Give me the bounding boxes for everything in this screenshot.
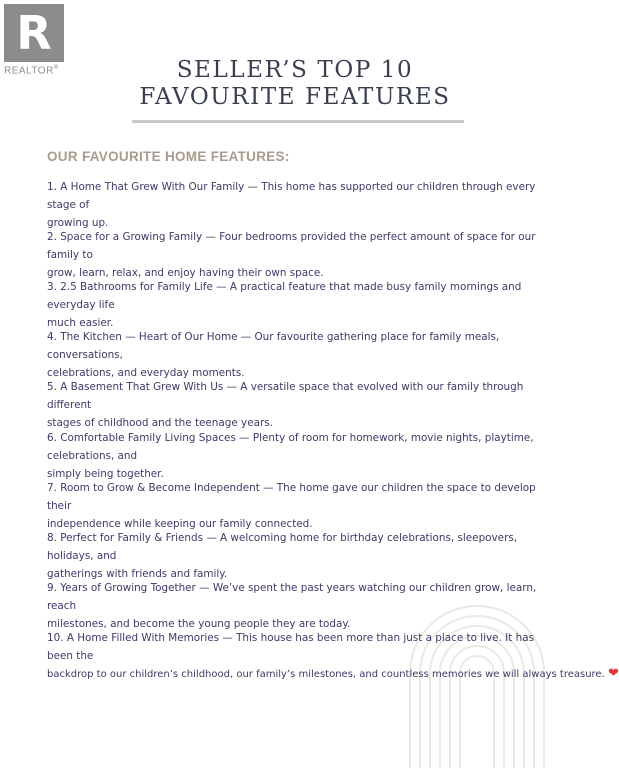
feature-line: celebrations, and everyday moments. xyxy=(47,367,245,379)
feature-line: much easier. xyxy=(47,317,114,329)
realtor-r-icon: R xyxy=(4,4,64,62)
feature-item-4 xyxy=(47,328,557,382)
feature-line: 4. The Kitchen — Heart of Our Home — Our favourite gathering place for family meals, conversations, xyxy=(47,331,500,361)
feature-line: 1. A Home That Grew With Our Family — This home has supported our children through every stage of xyxy=(47,181,536,211)
feature-line: backdrop to our children’s childhood, our family’s milestones, and countless memories we will always treasure. ❤ xyxy=(47,666,619,681)
feature-item-2 xyxy=(47,228,557,282)
title-divider xyxy=(132,120,464,123)
section-heading: OUR FAVOURITE HOME FEATURES: xyxy=(47,149,290,164)
feature-line: 7. Room to Grow & Become Independent — The home gave our children the space to develop their xyxy=(47,482,536,512)
feature-line: simply being together. xyxy=(47,468,164,480)
feature-item-3 xyxy=(47,278,557,332)
feature-line: 9. Years of Growing Together — We’ve spent the past years watching our children grow, learn, reach xyxy=(47,582,537,612)
feature-line: milestones, and become the young people they are today. xyxy=(47,618,351,630)
feature-line: independence while keeping our family connected. xyxy=(47,518,313,530)
feature-item-1 xyxy=(47,178,557,232)
realtor-label: REALTOR® xyxy=(4,65,59,77)
feature-item-9 xyxy=(47,579,557,633)
feature-line: 2. Space for a Growing Family — Four bedrooms provided the perfect amount of space for our family to xyxy=(47,231,536,261)
page-title-line2: FAVOURITE FEATURES xyxy=(139,84,451,110)
feature-item-10 xyxy=(47,629,619,684)
page-title-line1: SELLER’S TOP 10 xyxy=(176,57,414,83)
feature-line: 10. A Home Filled With Memories — This house has been more than just a place to live. It has been the xyxy=(47,632,534,662)
feature-line: 5. A Basement That Grew With Us — A versatile space that evolved with our family through different xyxy=(47,381,524,411)
feature-line: gatherings with friends and family. xyxy=(47,568,228,580)
feature-line: stages of childhood and the teenage years. xyxy=(47,417,273,429)
registered-mark: ® xyxy=(53,65,59,71)
feature-item-7 xyxy=(47,479,557,533)
feature-line: grow, learn, relax, and enjoy having their own space. xyxy=(47,267,324,279)
feature-item-5 xyxy=(47,378,557,432)
feature-line: 3. 2.5 Bathrooms for Family Life — A practical feature that made busy family mornings and everyday life xyxy=(47,281,522,311)
feature-line: 8. Perfect for Family & Friends — A welcoming home for birthday celebrations, sleepovers, holidays, and xyxy=(47,532,518,562)
feature-line: growing up. xyxy=(47,217,109,229)
heart-icon: ❤ xyxy=(607,666,619,681)
feature-line: 6. Comfortable Family Living Spaces — Plenty of room for homework, movie nights, playtime, celebrations, and xyxy=(47,432,534,462)
realtor-watermark xyxy=(4,4,70,76)
feature-item-8 xyxy=(47,529,557,583)
feature-item-6 xyxy=(47,429,557,483)
